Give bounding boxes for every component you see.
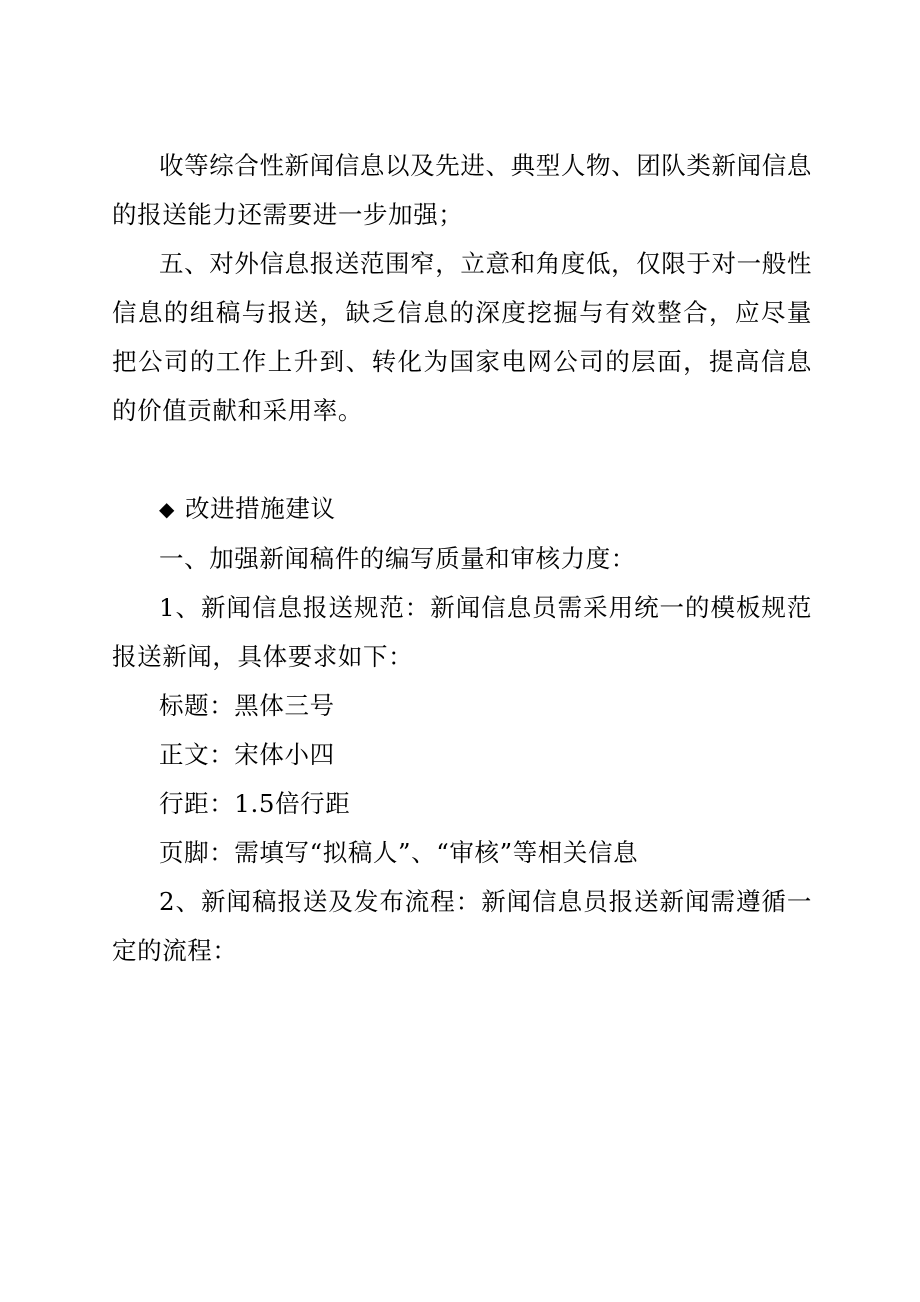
paragraph: 收等综合性新闻信息以及先进、典型人物、团队类新闻信息的报送能力还需要进一步加强； bbox=[112, 151, 812, 229]
paragraph: 正文：宋体小四 bbox=[159, 740, 335, 769]
paragraph: 一、加强新闻稿件的编写质量和审核力度： bbox=[159, 544, 636, 573]
paragraph: 1、新闻信息报送规范：新闻信息员需采用统一的模板规范报送新闻，具体要求如下： bbox=[112, 593, 812, 671]
paragraph: 2、新闻稿报送及发布流程：新闻信息员报送新闻需遵循一定的流程： bbox=[112, 887, 812, 965]
paragraph: 行距：1.5倍行距 bbox=[159, 789, 351, 818]
paragraph: 标题：黑体三号 bbox=[159, 691, 335, 720]
document-body bbox=[112, 141, 812, 975]
section-heading bbox=[112, 484, 812, 534]
paragraph: 页脚：需填写“拟稿人”、“审核”等相关信息 bbox=[159, 838, 639, 867]
diamond-bullet-icon: ◆ bbox=[159, 497, 175, 521]
section-heading-text: 改进措施建议 bbox=[184, 494, 336, 523]
paragraph: 五、对外信息报送范围窄，立意和角度低，仅限于对一般性信息的组稿与报送，缺乏信息的深度挖掘与有效整合，应尽量把公司的工作上升到、转化为国家电网公司的层面，提高信息的价值贡献和采用率。 bbox=[112, 249, 812, 425]
blank-line bbox=[112, 435, 812, 484]
